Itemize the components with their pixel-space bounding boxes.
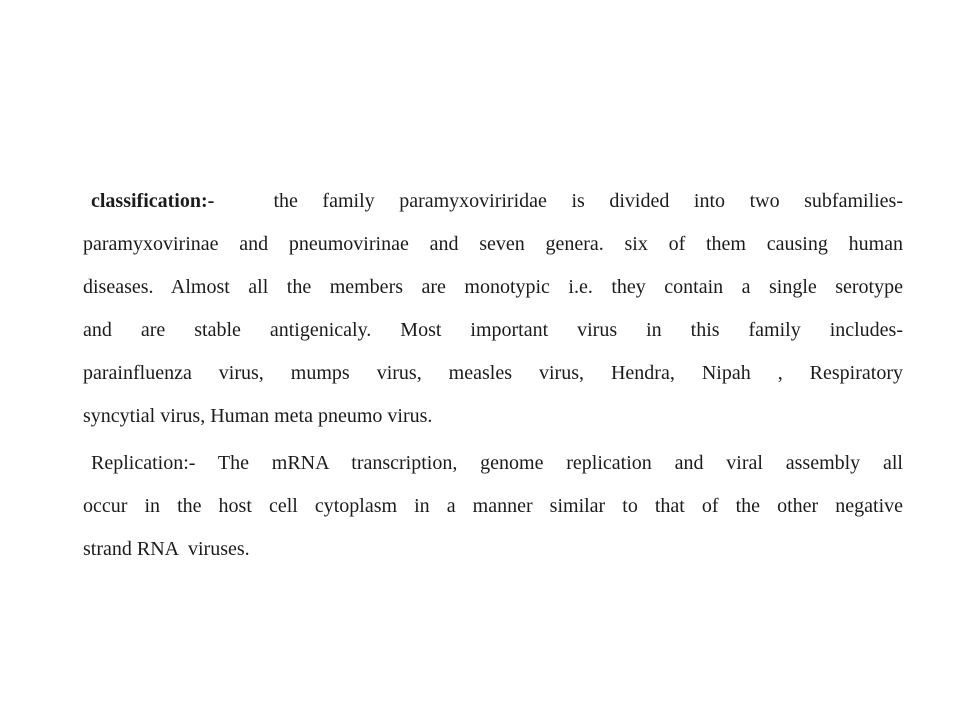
text-line: Replication:- The mRNA transcription, genome replication and viral assembly all [91,452,903,474]
text-line: paramyxovirinae and pneumovirinae and seven genera. six of them causing human [83,233,903,255]
text-line: and are stable antigenicaly. Most important virus in this family includes- [83,319,903,341]
text-line: syncytial virus, Human meta pneumo virus. [83,405,433,427]
text-line: diseases. Almost all the members are monotypic i.e. they contain a single serotype [83,276,903,298]
text-line: occur in the host cell cytoplasm in a manner similar to that of the other negative [83,495,903,517]
text-line: strand RNA viruses. [83,538,250,560]
classification-paragraph [83,180,903,438]
paragraph-lead-bold: classification:- [91,190,215,212]
text-line: parainfluenza virus, mumps virus, measles virus, Hendra, Nipah , Respiratory [83,362,903,384]
text-block [83,180,903,571]
text-line: classification:- the family paramyxoviriridae is divided into two subfamilies- [91,190,904,212]
replication-paragraph [83,442,903,571]
